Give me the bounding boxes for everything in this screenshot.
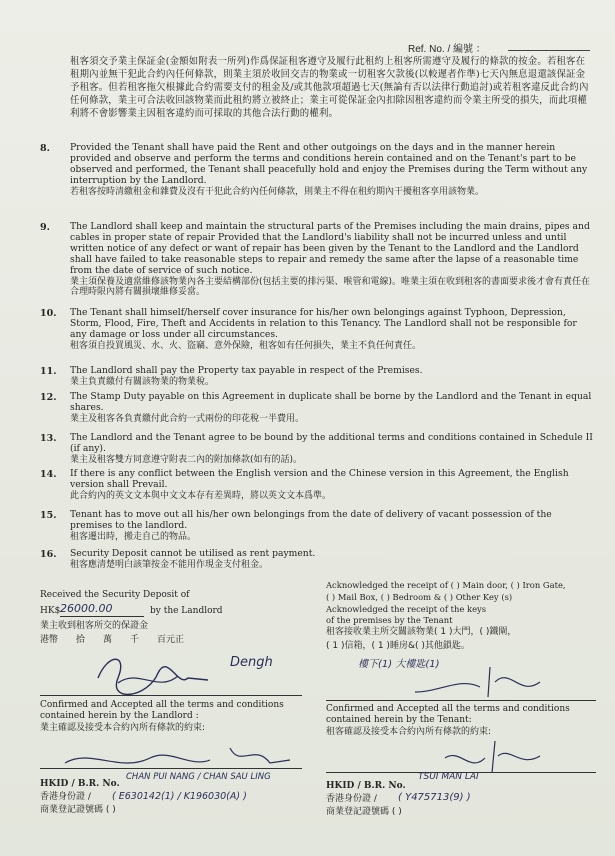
by-landlord-label: by the Landlord xyxy=(150,606,223,616)
landlord-confirm-line2: contained herein by the Landlord : xyxy=(40,711,199,721)
ack-keys-line4: of the premises by the Tenant xyxy=(326,615,453,625)
tenant-hkid-label xyxy=(326,781,406,792)
landlord-signature-mark: Dengh xyxy=(230,655,273,670)
tenant-confirm-line1: Confirmed and Accepted all the terms and conditions xyxy=(326,704,570,714)
clause-text-zh: 業主及租客雙方同意遵守附表二內的附加條款(如有的話)。 xyxy=(70,454,303,465)
clause-16 xyxy=(40,549,596,571)
clause-text-zh: 租客應清楚明白該筆按金不能用作現金支付租金。 xyxy=(70,559,269,570)
clause-15 xyxy=(40,510,596,543)
hk-label: HK$ xyxy=(40,606,61,616)
landlord-hkid-text: HKID / B.R. No. xyxy=(40,779,120,789)
landlord-confirm-line1: Confirmed and Accepted all the terms and conditions xyxy=(40,700,284,710)
amount-line xyxy=(60,616,144,617)
clause-text-en: The Tenant shall himself/herself cover insurance for his/her own belongings against Typhoon, Depression, Storm, Flood, Fire, Theft and Accidents in relation to this Tenancy. The Landlord shall not be responsible for any damage or loss under all circumstances. xyxy=(70,307,577,340)
clause-14 xyxy=(40,469,596,502)
clause-number: 10. xyxy=(40,308,57,319)
clause-number: 9. xyxy=(40,222,50,233)
landlord-signature-line xyxy=(40,695,302,696)
clause-11 xyxy=(40,366,596,388)
clause-text-en: The Landlord shall pay the Property tax payable in respect of the Premises. xyxy=(70,365,423,376)
clause-text-en: The Landlord shall keep and maintain the structural parts of the Premises including the main drains, pipes and cables in proper state of repair Provided that the Landlord's liability shall not be incurred unless and until written notice of any defect or want of repair has been given by the Tenant to the Landlord and the Landlord shall have failed to take reasonable steps to repair and remedy the same after the lapse of a reasonable time from the date of service of such notice. xyxy=(70,221,590,276)
clause-text-en: Security Deposit cannot be utilised as rent payment. xyxy=(70,548,316,559)
hand-keys-note: 樓下(1) 大樓匙(1) xyxy=(358,659,440,670)
landlord-confirm-zh: 業主確認及接受本合約內所有條款的約束: xyxy=(40,723,206,733)
ack-keys-zh2: ( 1 )信箱，( 1 )睡房&( )其他鎖匙。 xyxy=(326,641,470,651)
clause-body xyxy=(70,143,596,198)
clause-body xyxy=(70,308,596,352)
ack-keys-zh1: 租客接收業主所交關該物業( 1 )大門，( )鐵閘， xyxy=(326,627,517,637)
clause-text-zh: 租客須自投買風災、水、火、盜竊、意外保險，租客如有任何損失，業主不負任何責任。 xyxy=(70,340,422,351)
clause-13 xyxy=(40,433,596,466)
ack-keys-line1: Acknowledged the receipt of ( ) Main door, ( ) Iron Gate, xyxy=(326,580,566,590)
tenant-name: TSUI MAN LAI xyxy=(418,772,479,782)
landlord-hkid-line xyxy=(40,768,302,769)
deposit-amount: 26000.00 xyxy=(60,602,113,615)
clause-text-zh: 此合約內的英文文本與中文文本存有差異時，將以英文文本爲準。 xyxy=(70,490,332,501)
clause-number: 8. xyxy=(40,143,50,154)
clause-9 xyxy=(40,222,596,298)
clause-body xyxy=(70,433,596,466)
clause-text-zh: 租客遷出時，搬走自己的物品。 xyxy=(70,531,197,542)
clause-text-en: Provided the Tenant shall have paid the Rent and other outgoings on the days and in the manner herein provided and observe and perform the terms and conditions herein contained and on the Tenant's part to be observed and performed, the Tenant shall peacefully hold and enjoy the Premises during the Term without any interruption by the Landlord. xyxy=(70,142,588,186)
ref-no-label: Ref. No. / 編號 ： xyxy=(408,44,486,55)
tenant-signature-1 xyxy=(410,662,590,702)
clause-text-zh: 業主須保養及適當維修該物業內各主要結構部份(包括主要的排污渠、喉管和電線)。唯業主須在收到租客的書面要求後才會有責任在合理時限內將有關損壞維修妥當。 xyxy=(70,276,591,298)
clause-number: 15. xyxy=(40,510,57,521)
tenant-br-zh: 商業登記證號碼 ( ) xyxy=(326,807,402,817)
landlord-id-zh: 香港身份證 / xyxy=(40,792,91,802)
clause-body xyxy=(70,469,596,502)
landlord-hkid-label xyxy=(40,779,120,790)
landlord-id-numbers: ( E630142(1) / K196030(A) ) xyxy=(112,791,247,802)
tenant-signature-line xyxy=(326,700,596,701)
clause-text-zh: 業主負責繳付有關該物業的物業稅。 xyxy=(70,376,215,387)
tenant-id-zh: 香港身份證 / xyxy=(326,794,377,804)
clause-8 xyxy=(40,143,596,198)
tenant-confirm-zh: 租客確認及接受本合約內所有條款的約束: xyxy=(326,727,492,737)
clause-number: 13. xyxy=(40,433,57,444)
clause-text-en: The Landlord and the Tenant agree to be bound by the additional terms and conditions contained in Schedule II (if any). xyxy=(70,432,593,454)
tenant-hkid-text: HKID / B.R. No. xyxy=(326,781,406,791)
amount-units-zh: 港幣 拾 萬 千 百元正 xyxy=(40,635,185,645)
received-deposit-zh: 業主收到租客所交的保證金 xyxy=(40,621,149,631)
clause-text-en: If there is any conflict between the English version and the Chinese version in this Agreement, the English version shall Prevail. xyxy=(70,468,569,490)
clause-body xyxy=(70,366,596,388)
deposit-intro-zh: 租客須交予業主保証金(金額如附表一所列)作爲保証租客遵守及履行此租約上租客所需遵守及履行的條款的按金。若租客在租期內並無干犯此合約內任何條款，則業主須於收回交吉的物業或一切租客欠款後(以較遲者作準)七天內無息退還該保証金予租客。但若租客拖欠根據此合約需要支付的租金及/或其他款項超過七天(無論有否以法律行動追討)或若租客違反此合約內任何條款，業主可合法收回該物業而此租約將立被終止；業主可從保証金內扣除因租客違約而令業主所受的損失，而此項權利將不會影響業主因租客違約而可採取的其他合法行動的權利。 xyxy=(70,56,589,119)
clause-number: 14. xyxy=(40,469,57,480)
ref-no-line xyxy=(508,50,590,51)
clause-text-zh: 若租客按時清繳租金和雜費及沒有干犯此合約內任何條款，則業主不得在租約期內干擾租客享用該物業。 xyxy=(70,186,485,197)
clause-number: 11. xyxy=(40,366,57,377)
clause-text-en: Tenant has to move out all his/her own belongings from the date of delivery of vacant possession of the premises to the landlord. xyxy=(70,509,552,531)
clause-number: 16. xyxy=(40,549,57,560)
clause-body xyxy=(70,549,596,571)
landlord-names: CHAN PUI NANG / CHAN SAU LING xyxy=(126,772,271,782)
clause-body xyxy=(70,392,596,425)
clause-text-zh: 業主及租客各負責繳付此合約一式兩份的印花稅一半費用。 xyxy=(70,413,305,424)
clause-number: 12. xyxy=(40,392,57,403)
clause-body xyxy=(70,222,596,298)
clause-10 xyxy=(40,308,596,352)
clause-text-en: The Stamp Duty payable on this Agreement in duplicate shall be borne by the Landlord and the Tenant in equal shares. xyxy=(70,391,592,413)
tenant-confirm-line2: contained herein by the Tenant: xyxy=(326,715,472,725)
ack-keys-line2: ( ) Mail Box, ( ) Bedroom & ( ) Other Key (s) xyxy=(326,592,513,602)
received-deposit-label: Received the Security Deposit of xyxy=(40,590,190,600)
clause-12 xyxy=(40,392,596,425)
clause-body xyxy=(70,510,596,543)
landlord-br-zh: 商業登記證號碼 ( ) xyxy=(40,805,116,815)
ack-keys-line3: Acknowledged the receipt of the keys xyxy=(326,604,487,614)
tenant-id-number: ( Y475713(9) ) xyxy=(398,792,471,803)
